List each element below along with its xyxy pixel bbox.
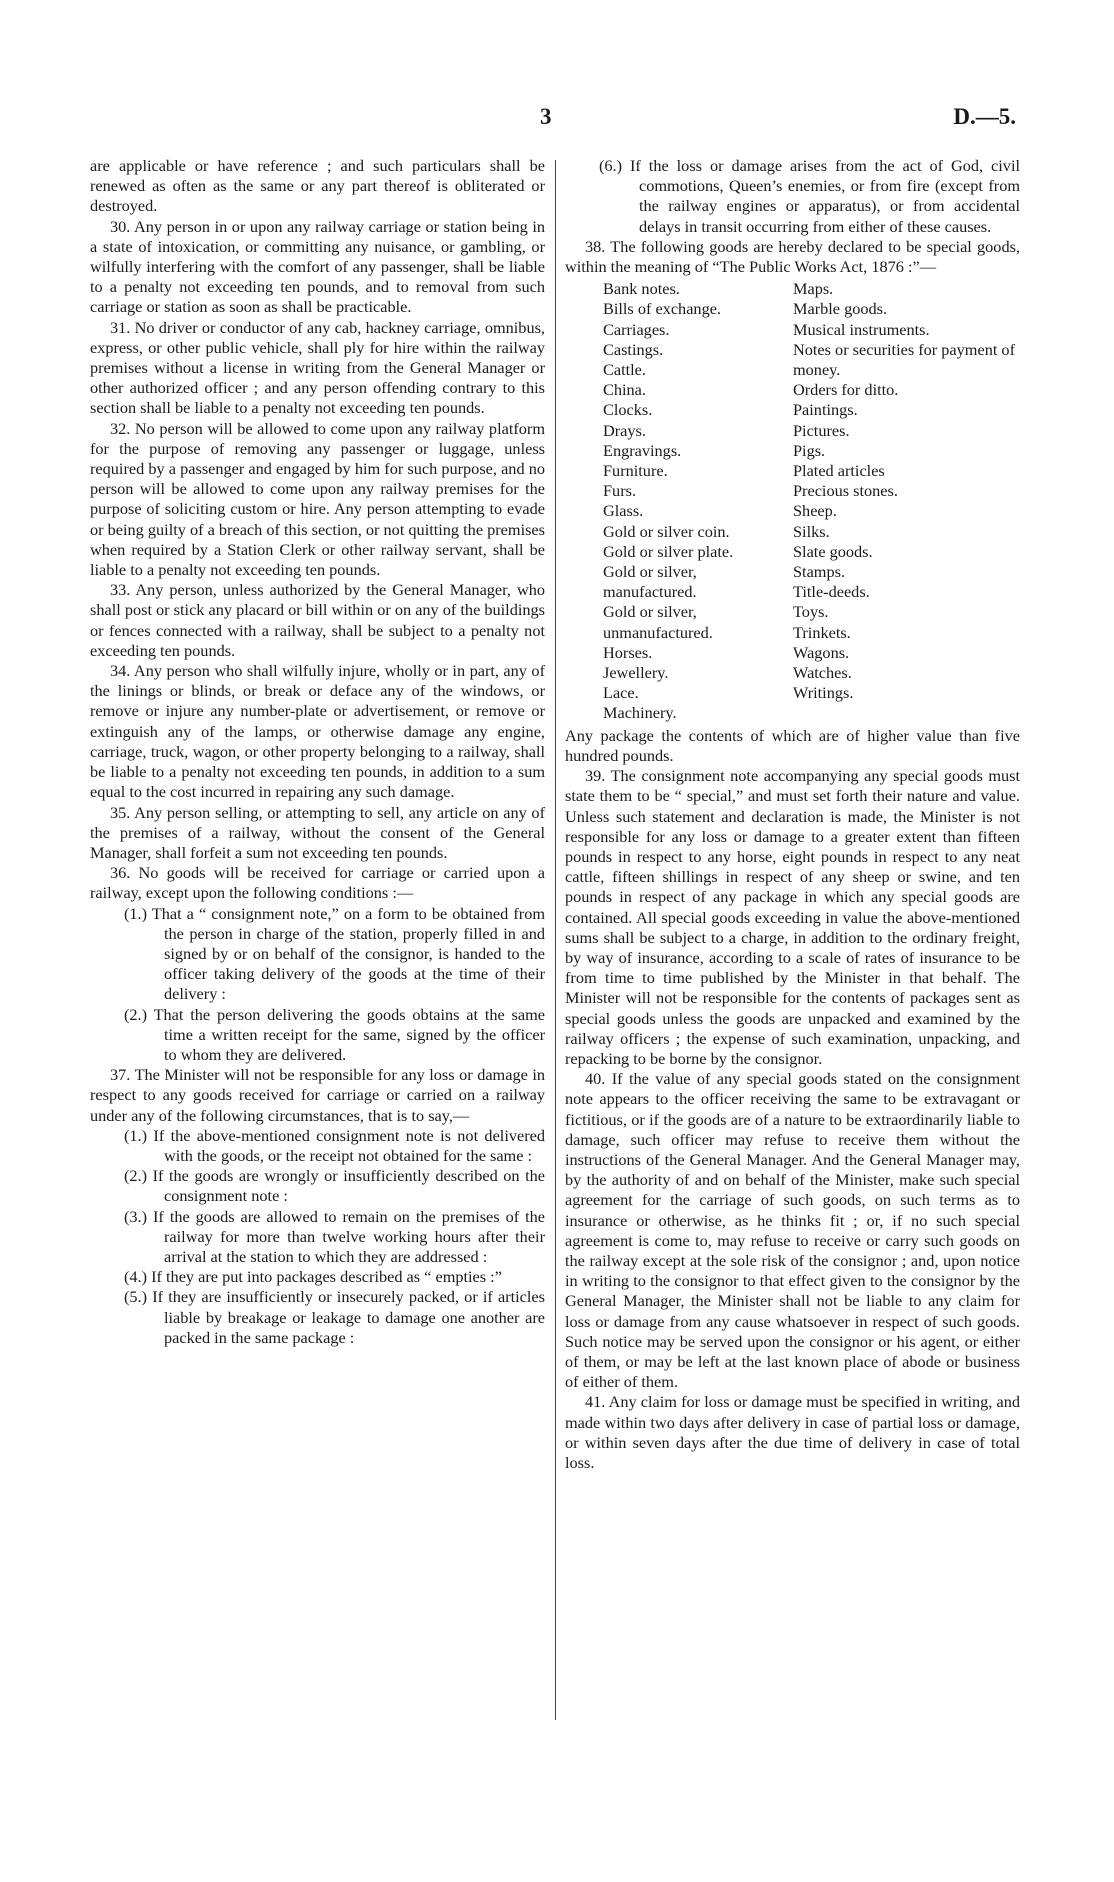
- goods-item: Engravings.: [603, 440, 682, 460]
- paragraph: Any package the contents of which are of higher value than five hundred pounds.: [565, 725, 1020, 765]
- page-number: 3: [540, 104, 552, 129]
- goods-item: China.: [603, 380, 646, 400]
- goods-item: Paintings.: [793, 400, 858, 420]
- goods-item: Drays.: [603, 420, 646, 440]
- goods-item: Machinery.: [603, 703, 677, 723]
- goods-item: Castings.: [603, 339, 664, 359]
- paragraph: 30. Any person in or upon any railway carriage or station being in a state of intoxication, or committing any nuisance, or gambling, or wilfully interfering with the comfort of any passenger, shall be liable to a penalty not exceeding ten pounds, and to removal from such carriage or station as soon as shall be practicable.: [90, 216, 545, 317]
- sub-clause: (2.) That the person delivering the goods obtains at the same time a written receipt for the same, signed by the officer to whom they are delivered.: [124, 1004, 545, 1064]
- paragraph: 33. Any person, unless authorized by the General Manager, who shall post or stick any placard or bill within or on any of the buildings or fences connected with a railway, shall be subject to a penalty not exceeding ten pounds.: [90, 580, 545, 660]
- special-goods-list: [565, 279, 1020, 723]
- goods-item: Wagons.: [793, 642, 850, 662]
- goods-item: Plated articles: [793, 461, 885, 481]
- goods-item: Writings.: [793, 683, 854, 703]
- paragraph: 41. Any claim for loss or damage must be specified in writing, and made within two days after delivery in case of partial loss or damage, or within seven days after the due time of delivery in case of total loss.: [565, 1392, 1020, 1472]
- goods-item: Precious stones.: [793, 481, 898, 501]
- paragraph: 31. No driver or conductor of any cab, hackney carriage, omnibus, express, or other public vehicle, shall ply for hire within the railway premises without a license in writing from the General Manager or other authorized officer ; and any person offending contrary to this section shall be liable to a penalty not exceeding ten pounds.: [90, 317, 545, 418]
- goods-item: Horses.: [603, 642, 653, 662]
- sub-clause: (1.) If the above-mentioned consignment note is not delivered with the goods, or the receipt not obtained for the same :: [124, 1125, 545, 1165]
- goods-item: Musical instruments.: [793, 319, 930, 339]
- paragraph: 37. The Minister will not be responsible for any loss or damage in respect to any goods received for carriage or carried on a railway under any of the following circumstances, that is to say,—: [90, 1065, 545, 1125]
- goods-item: Pictures.: [793, 420, 850, 440]
- goods-item: Furs.: [603, 481, 637, 501]
- left-column: [90, 156, 545, 1348]
- document-reference: D.—5.: [953, 104, 1016, 129]
- goods-item: Lace.: [603, 683, 639, 703]
- goods-item: Toys.: [793, 602, 829, 622]
- goods-item: Gold or silver coin.: [603, 521, 730, 541]
- right-column-top: [565, 156, 1020, 277]
- paragraph: 38. The following goods are hereby declared to be special goods, within the meaning of “The Public Works Act, 1876 :”—: [565, 236, 1020, 277]
- sub-clause: (6.) If the loss or damage arises from the act of God, civil commotions, Queen’s enemies, or from fire (except from the railway engines or apparatus), or from accidental delays in transit occurring from either of these causes.: [599, 156, 1020, 236]
- goods-item: Pigs.: [793, 440, 826, 460]
- paragraph: 39. The consignment note accompanying any special goods must state them to be “ special,” and must set forth their nature and value. Unless such statement and declaration is made, the Minister is not responsible for any loss or damage to a greater extent than fifteen pounds in respect to any horse, eight pounds in respect to any neat cattle, fifteen shillings in respect of any sheep or swine, and ten pounds in respect of any package in which any special goods are contained. All special goods exceeding in value the above-mentioned sums shall be subject to a charge, in addition to the ordinary freight, by way of insurance, according to a scale of rates of insurance to be from time to time published by the Minister in that behalf. The Minister will not be responsible for the contents of packages sent as special goods unless the goods are unpacked and examined by the railway officers ; the expense of such examination, unpacking, and repacking to be borne by the consignor.: [565, 766, 1020, 1068]
- goods-item: Orders for ditto.: [793, 380, 899, 400]
- paragraph: 40. If the value of any special goods stated on the consignment note appears to the officer receiving the same to be extravagant or fictitious, or if the goods are of a nature to be extraordinarily liable to damage, such officer may refuse to receive them without the instructions of the General Manager. And the General Manager may, by the authority of and on behalf of the Minister, make such special agreement for the carriage of such goods, on such terms as to insurance or otherwise, as he thinks fit ; or, if no such special agreement is come to, may refuse to receive or carry such goods on the railway except at the sole risk of the consignor ; and, upon notice in writing to the consignor to that effect given to the consignor by the General Manager, the Minister shall not be liable to any claim for loss or damage from any cause whatsoever in respect of such goods. Such notice may be served upon the consignor or his agent, or either of them, or may be left at the last known place of abode or business of either of them.: [565, 1069, 1020, 1392]
- goods-item: Notes or securities for payment of money.: [793, 339, 1015, 380]
- goods-item: Stamps.: [793, 562, 846, 582]
- goods-item: Silks.: [793, 521, 830, 541]
- paragraph: 36. No goods will be received for carriage or carried upon a railway, except upon the following conditions :—: [90, 863, 545, 903]
- sub-clause: (5.) If they are insufficiently or insecurely packed, or if articles liable by breakage or leakage to damage one another are packed in the same package :: [124, 1287, 545, 1347]
- goods-item: Gold or silver, manufactured.: [603, 562, 697, 602]
- goods-item: Watches.: [793, 663, 852, 683]
- paragraph: 35. Any person selling, or attempting to sell, any article on any of the premises of a railway, without the consent of the General Manager, shall forfeit a sum not exceeding ten pounds.: [90, 802, 545, 862]
- paragraph: 34. Any person who shall wilfully injure, wholly or in part, any of the linings or blinds, or break or deface any of the windows, or remove or injure any number-plate or advertisement, or remove or extinguish any of the lamps, or otherwise damage any engine, carriage, truck, wagon, or other property belonging to a railway, shall be liable to a penalty not exceeding ten pounds, in addition to a sum equal to the cost incurred in repairing any such damage.: [90, 661, 545, 802]
- sub-clause: (2.) If the goods are wrongly or insufficiently described on the consignment note :: [124, 1166, 545, 1206]
- goods-item: Gold or silver, unmanufactured.: [603, 602, 713, 642]
- goods-list-column-b: [793, 279, 1020, 723]
- paragraph: are applicable or have reference ; and such particulars shall be renewed as often as the same or any part thereof is obliterated or destroyed.: [90, 156, 545, 216]
- column-divider: [555, 160, 556, 1720]
- goods-item: Title-deeds.: [793, 582, 870, 602]
- right-column-bottom: [565, 726, 1020, 1474]
- right-column: [565, 156, 1020, 1473]
- goods-item: Bills of exchange.: [603, 299, 722, 319]
- goods-list-column-a: [603, 279, 793, 723]
- goods-item: Jewellery.: [603, 663, 669, 683]
- goods-item: Gold or silver plate.: [603, 541, 734, 561]
- goods-item: Marble goods.: [793, 299, 888, 319]
- goods-item: Trinkets.: [793, 622, 851, 642]
- goods-item: Maps.: [793, 279, 834, 299]
- paragraph: 32. No person will be allowed to come upon any railway platform for the purpose of removing any passenger or luggage, unless required by a passenger and engaged by him for such purpose, and no person will be allowed to come upon any railway premises for the purpose of soliciting custom or hire. Any person attempting to evade or being guilty of a breach of this section, or not quitting the premises when required by a Station Clerk or other railway servant, shall be liable to a penalty not exceeding ten pounds.: [90, 418, 545, 580]
- goods-item: Glass.: [603, 501, 644, 521]
- goods-item: Slate goods.: [793, 541, 873, 561]
- sub-clause: (3.) If the goods are allowed to remain on the premises of the railway for more than twelve working hours after their arrival at the station to which they are addressed :: [124, 1206, 545, 1266]
- goods-item: Bank notes.: [603, 279, 680, 299]
- goods-item: Furniture.: [603, 461, 668, 481]
- goods-item: Clocks.: [603, 400, 653, 420]
- goods-item: Carriages.: [603, 319, 670, 339]
- sub-clause: (4.) If they are put into packages described as “ empties :”: [124, 1267, 502, 1287]
- goods-item: Cattle.: [603, 360, 646, 380]
- goods-item: Sheep.: [793, 501, 837, 521]
- sub-clause: (1.) That a “ consignment note,” on a form to be obtained from the person in charge of the station, properly filled in and signed by or on behalf of the consignor, is handed to the officer taking delivery of the goods at the time of their delivery :: [124, 903, 545, 1004]
